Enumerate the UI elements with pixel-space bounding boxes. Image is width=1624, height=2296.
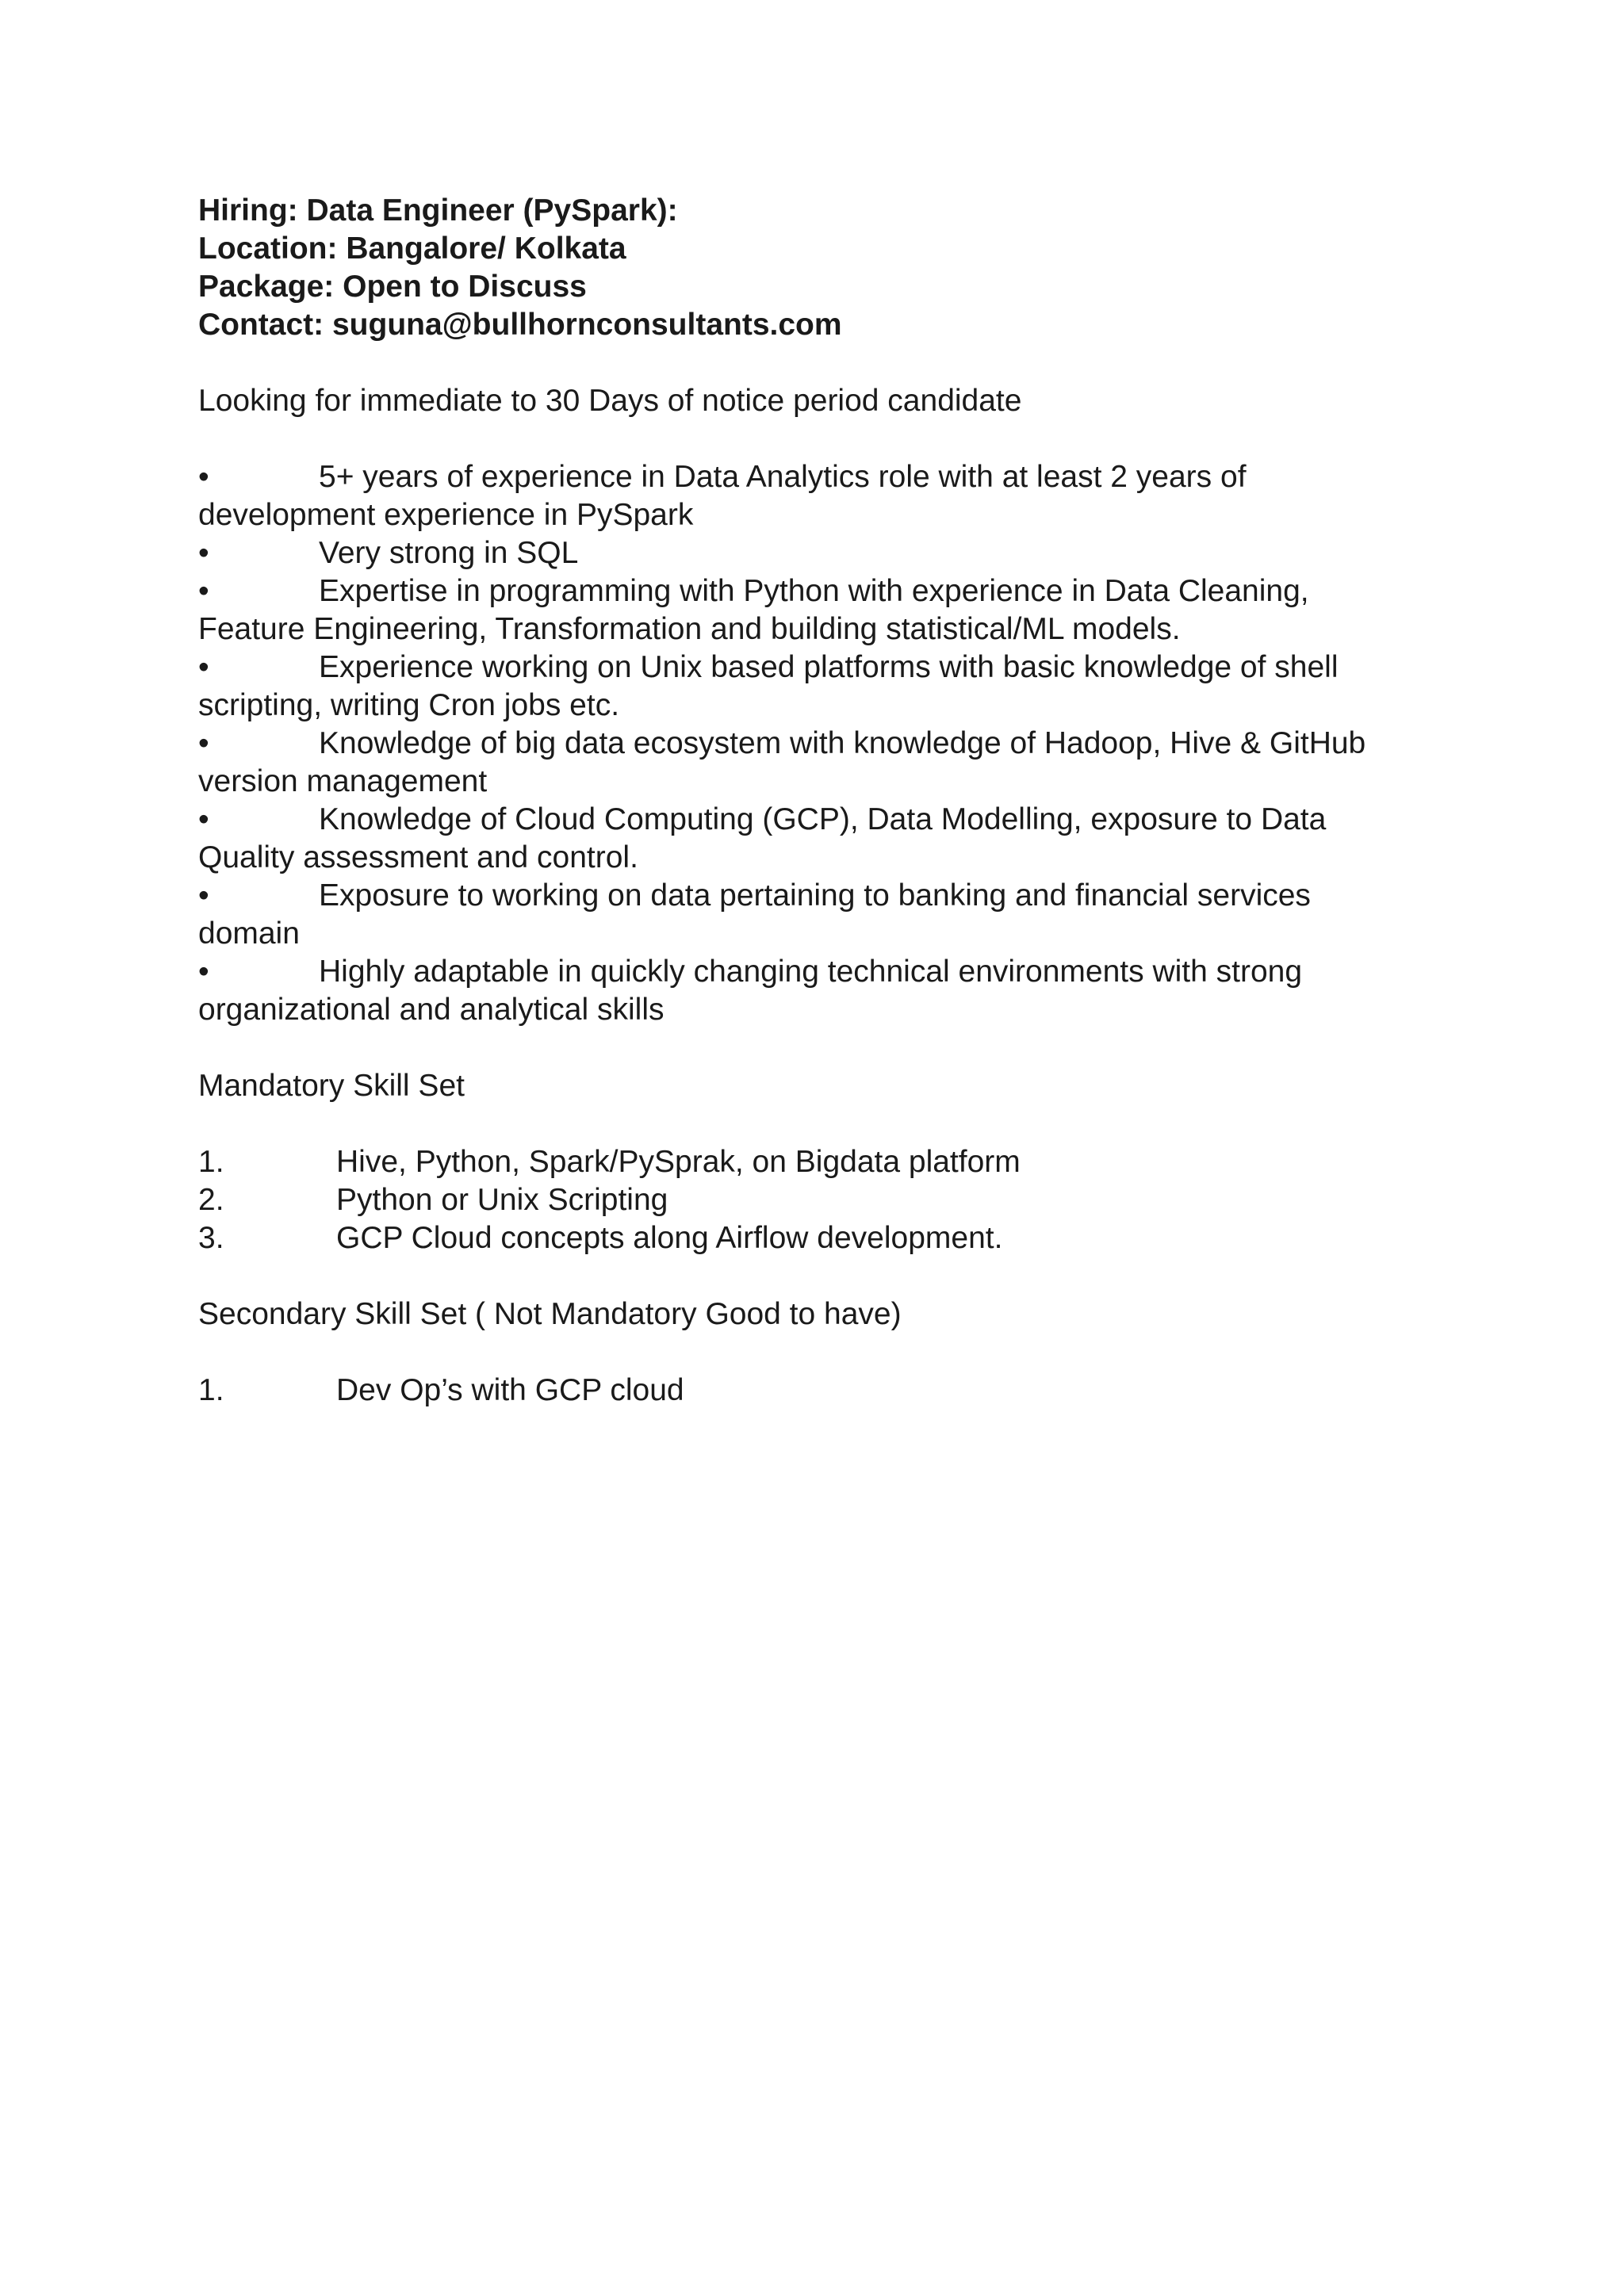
bullet-icon: • — [198, 878, 209, 913]
list-item: 2. Python or Unix Scripting — [198, 1183, 668, 1217]
job-contact: Contact: suguna@bullhornconsultants.com — [198, 308, 842, 342]
requirements-list — [198, 458, 1467, 1029]
list-item: • Knowledge of big data ecosystem with knowledge of Hadoop, Hive & GitHub version management — [198, 726, 1366, 798]
spacer — [198, 344, 1467, 382]
spacer — [198, 1029, 1467, 1067]
bullet-icon: • — [198, 536, 209, 570]
list-item: • Exposure to working on data pertaining to banking and financial services domain — [198, 878, 1311, 951]
job-package: Package: Open to Discuss — [198, 270, 587, 304]
list-item: • 5+ years of experience in Data Analytics role with at least 2 years of development experience in PySpark — [198, 460, 1247, 532]
job-title: Hiring: Data Engineer (PySpark): — [198, 193, 678, 228]
list-item: • Expertise in programming with Python with experience in Data Cleaning, Feature Engineering, Transformation and building statistical/ML models. — [198, 574, 1309, 646]
list-item: 1. Dev Op’s with GCP cloud — [198, 1373, 684, 1407]
job-location: Location: Bangalore/ Kolkata — [198, 232, 626, 266]
list-item: • Very strong in SQL — [198, 534, 1467, 572]
intro-text: Looking for immediate to 30 Days of notice period candidate — [198, 384, 1022, 418]
secondary-heading: Secondary Skill Set ( Not Mandatory Good to have) — [198, 1297, 902, 1331]
list-item: 1. Hive, Python, Spark/PySprak, on Bigdata platform — [198, 1145, 1021, 1179]
document-page — [198, 192, 1467, 1410]
spacer — [198, 1105, 1467, 1143]
secondary-list — [198, 1372, 1467, 1410]
list-item: • Experience working on Unix based platforms with basic knowledge of shell scripting, writing Cron jobs etc. — [198, 650, 1339, 722]
bullet-icon: • — [198, 802, 209, 836]
mandatory-heading: Mandatory Skill Set — [198, 1069, 465, 1103]
mandatory-list — [198, 1143, 1467, 1257]
bullet-icon: • — [198, 650, 209, 684]
spacer — [198, 1334, 1467, 1372]
bullet-icon: • — [198, 726, 209, 760]
bullet-icon: • — [198, 574, 209, 608]
spacer — [198, 420, 1467, 458]
list-item: • Highly adaptable in quickly changing technical environments with strong organizational and analytical skills — [198, 955, 1303, 1027]
bullet-icon: • — [198, 460, 209, 494]
bullet-icon: • — [198, 955, 209, 989]
list-item: 3. GCP Cloud concepts along Airflow development. — [198, 1221, 1003, 1255]
spacer — [198, 1257, 1467, 1295]
list-item: • Knowledge of Cloud Computing (GCP), Data Modelling, exposure to Data Quality assessment and control. — [198, 802, 1327, 874]
